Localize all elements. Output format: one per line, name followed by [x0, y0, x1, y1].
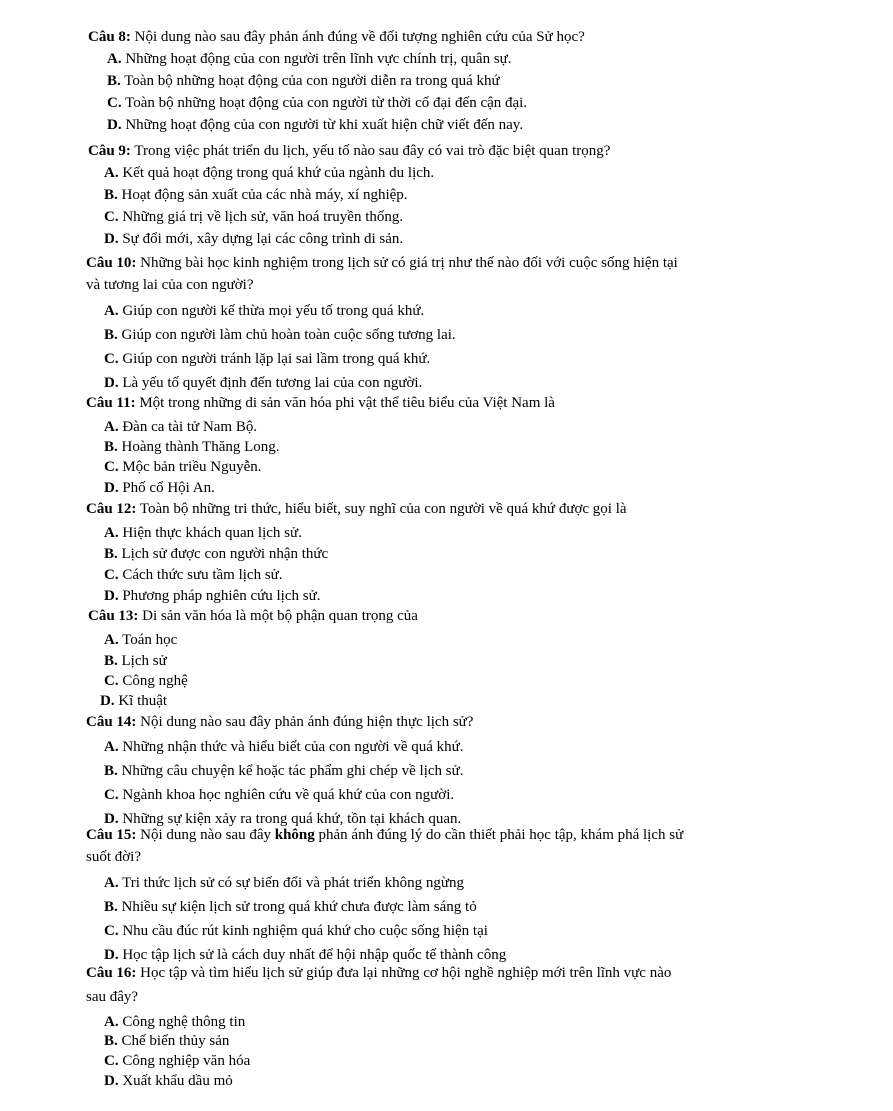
- option-16d: D. Xuất khẩu dầu mỏ: [104, 1073, 233, 1089]
- question-9: [88, 142, 610, 160]
- question-text-post: phản ánh đúng lý do cần thiết phải học tập, khám phá lịch sử: [318, 827, 684, 843]
- question-text: Một trong những di sản văn hóa phi vật thể tiêu biểu của Việt Nam là: [139, 395, 555, 411]
- option-10d: D. Là yếu tố quyết định đến tương lai của con người.: [104, 375, 423, 391]
- option-14c: C. Ngành khoa học nghiên cứu về quá khứ của con người.: [104, 787, 455, 803]
- question-label: Câu 10:: [86, 255, 137, 271]
- question-text-pre: Nội dung nào sau đây: [140, 827, 271, 843]
- option-14b: B. Những câu chuyện kể hoặc tác phẩm ghi chép về lịch sử.: [104, 763, 464, 779]
- option-9d: D. Sự đổi mới, xây dựng lại các công trình di sản.: [104, 231, 404, 247]
- question-text: Học tập và tìm hiểu lịch sử giúp đưa lại những cơ hội nghề nghiệp mới trên lĩnh vực nào: [140, 965, 672, 981]
- question-label: Câu 11:: [86, 395, 136, 411]
- question-label: Câu 15:: [86, 827, 137, 843]
- question-16: [86, 964, 671, 982]
- question-label: Câu 16:: [86, 965, 137, 981]
- option-16c: C. Công nghiệp văn hóa: [104, 1053, 251, 1069]
- option-12b: B. Lịch sử được con người nhận thức: [104, 546, 329, 562]
- option-12d: D. Phương pháp nghiên cứu lịch sử.: [104, 588, 321, 604]
- question-text: Nội dung nào sau đây phản ánh đúng về đối tượng nghiên cứu của Sử học?: [134, 29, 585, 45]
- option-8a: A. Những hoạt động của con người trên lĩnh vực chính trị, quân sự.: [107, 51, 512, 67]
- question-text: Những bài học kinh nghiệm trong lịch sử có giá trị như thế nào đối với cuộc sống hiện tại: [140, 255, 678, 271]
- question-text: Trong việc phát triển du lịch, yếu tố nào sau đây có vai trò đặc biệt quan trọng?: [134, 143, 611, 159]
- question-text-emphasis: không: [274, 827, 315, 843]
- question-15-cont: suốt đời?: [86, 849, 142, 865]
- option-10b: B. Giúp con người làm chủ hoàn toàn cuộc sống tương lai.: [104, 327, 456, 343]
- option-10c: C. Giúp con người tránh lặp lại sai lầm trong quá khứ.: [104, 351, 431, 367]
- question-text: Di sản văn hóa là một bộ phận quan trọng của: [142, 608, 418, 624]
- question-13: [88, 607, 418, 625]
- option-8b: B. Toàn bộ những hoạt động của con người diễn ra trong quá khứ: [107, 73, 500, 89]
- option-11a: A. Đàn ca tài tử Nam Bộ.: [104, 419, 258, 435]
- option-15a: A. Tri thức lịch sử có sự biến đổi và phát triển không ngừng: [104, 875, 465, 891]
- option-9b: B. Hoạt động sản xuất của các nhà máy, xí nghiệp.: [104, 187, 408, 203]
- option-9c: C. Những giá trị về lịch sử, văn hoá truyền thống.: [104, 209, 404, 225]
- option-13d: D. Kĩ thuật: [100, 693, 168, 709]
- option-13a: A. Toán học: [104, 632, 178, 648]
- option-14d: D. Những sự kiện xảy ra trong quá khứ, tồn tại khách quan.: [104, 811, 462, 827]
- option-16a: A. Công nghệ thông tin: [104, 1014, 246, 1030]
- question-12: [86, 500, 627, 518]
- option-12c: C. Cách thức sưu tầm lịch sử.: [104, 567, 283, 583]
- option-10a: A. Giúp con người kế thừa mọi yếu tố trong quá khứ.: [104, 303, 425, 319]
- option-15d: D. Học tập lịch sử là cách duy nhất để hội nhập quốc tế thành công: [104, 947, 507, 963]
- option-15b: B. Nhiều sự kiện lịch sử trong quá khứ chưa được làm sáng tỏ: [104, 899, 477, 915]
- question-label: Câu 14:: [86, 714, 137, 730]
- option-11d: D. Phố cổ Hội An.: [104, 480, 215, 496]
- option-13b: B. Lịch sử: [104, 653, 167, 669]
- question-label: Câu 8:: [88, 29, 131, 45]
- question-15: [86, 826, 683, 844]
- option-11b: B. Hoàng thành Thăng Long.: [104, 439, 280, 455]
- option-15c: C. Nhu cầu đúc rút kinh nghiệm quá khứ cho cuộc sống hiện tại: [104, 923, 488, 939]
- option-8c: C. Toàn bộ những hoạt động của con người từ thời cổ đại đến cận đại.: [107, 95, 528, 111]
- option-9a: A. Kết quả hoạt động trong quá khứ của ngành du lịch.: [104, 165, 435, 181]
- option-13c: C. Công nghệ: [104, 673, 188, 689]
- question-label: Câu 13:: [88, 608, 139, 624]
- question-11: [86, 394, 555, 412]
- question-text: Nội dung nào sau đây phản ánh đúng hiện thực lịch sử?: [140, 714, 474, 730]
- option-11c: C. Mộc bản triều Nguyễn.: [104, 459, 262, 475]
- question-label: Câu 12:: [86, 501, 137, 517]
- option-12a: A. Hiện thực khách quan lịch sử.: [104, 525, 302, 541]
- question-text: Toàn bộ những tri thức, hiểu biết, suy nghĩ của con người về quá khứ được gọi là: [139, 501, 627, 517]
- question-label: Câu 9:: [88, 143, 131, 159]
- question-10: [86, 254, 678, 272]
- option-16b: B. Chế biến thủy sản: [104, 1033, 230, 1049]
- question-10-cont: và tương lai của con người?: [86, 277, 254, 293]
- option-14a: A. Những nhận thức và hiểu biết của con người về quá khứ.: [104, 739, 464, 755]
- question-14: [86, 713, 473, 731]
- option-8d: D. Những hoạt động của con người từ khi xuất hiện chữ viết đến nay.: [107, 117, 524, 133]
- question-8: [88, 28, 585, 46]
- question-16-cont: sau đây?: [86, 989, 139, 1005]
